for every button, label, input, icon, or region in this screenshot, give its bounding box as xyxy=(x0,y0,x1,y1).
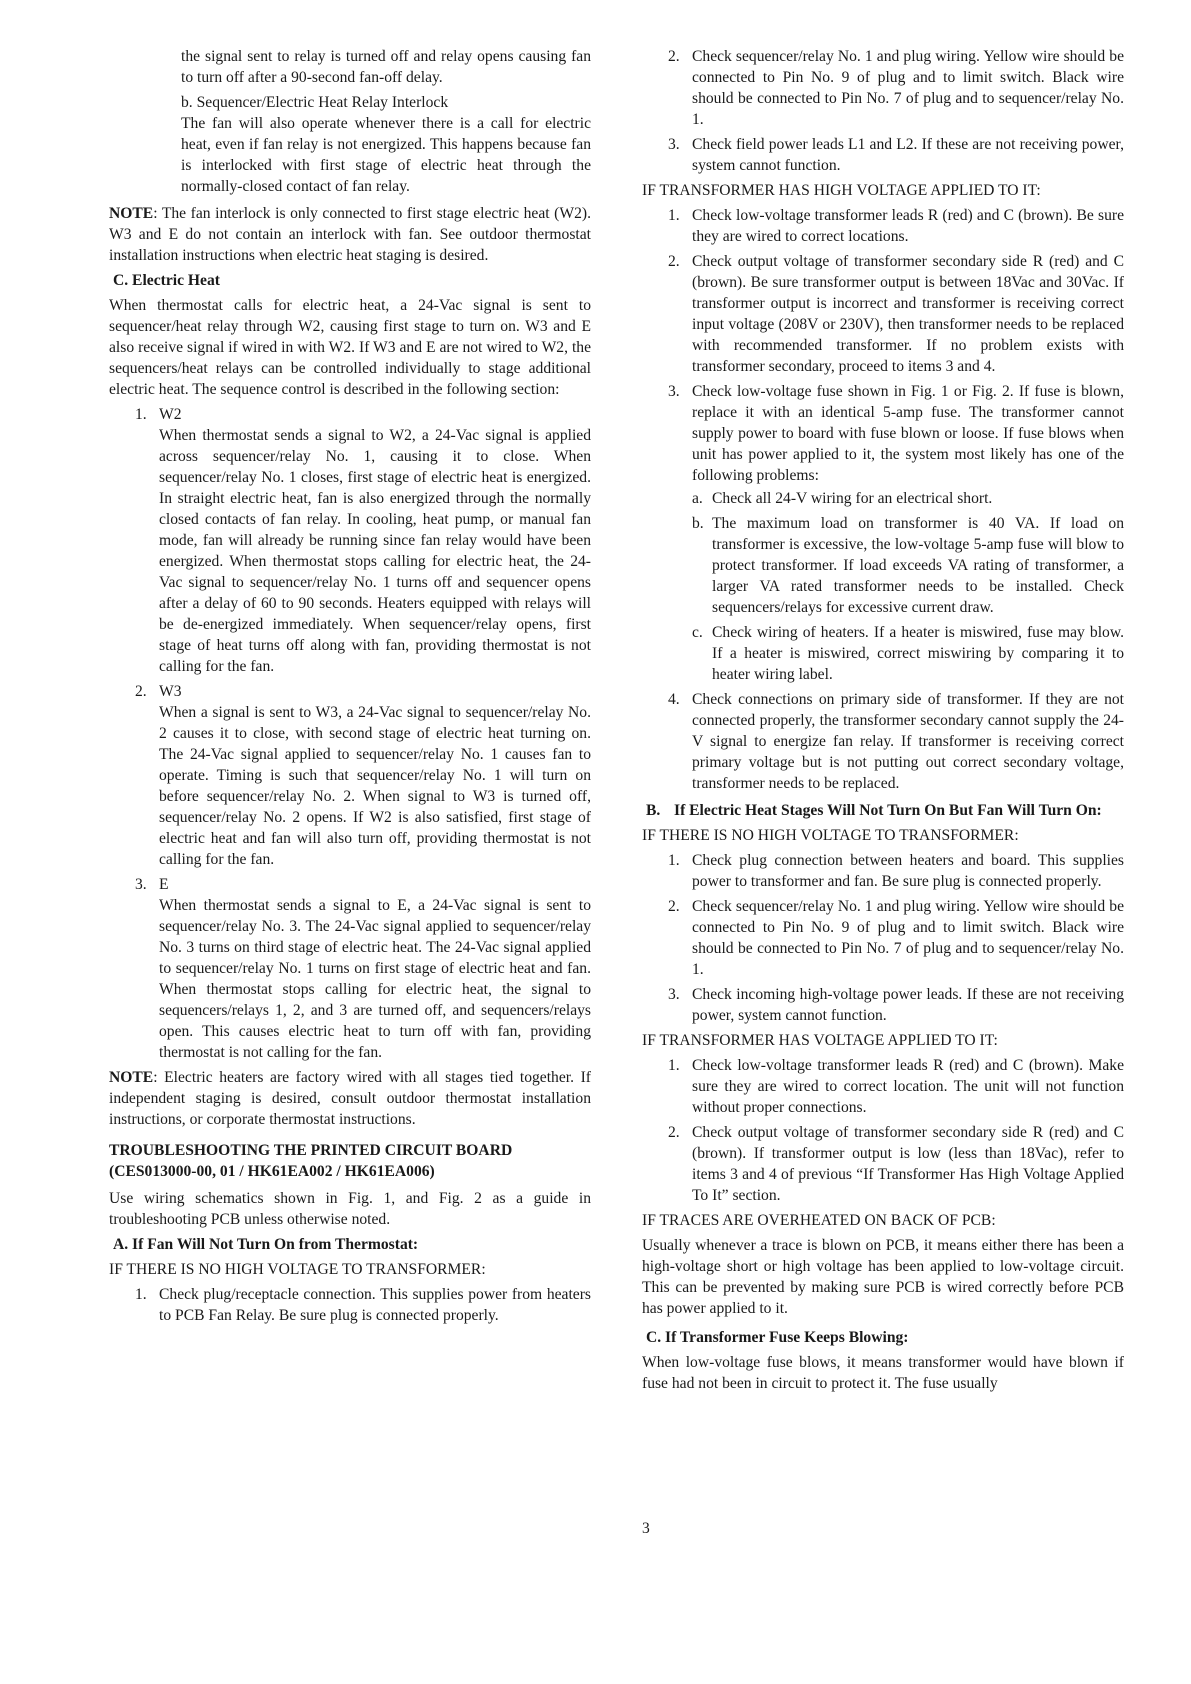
list-item xyxy=(642,205,1124,247)
heading-part-numbers: (CES013000-00, 01 / HK61EA002 / HK61EA006) xyxy=(109,1163,435,1180)
item-text: Check low-voltage transformer leads R (red) and C (brown). Make sure they are wired to correct location. The unit will not function without proper connections. xyxy=(692,1057,1124,1116)
paragraph-wiring-schematics: Use wiring schematics shown in Fig. 1, and Fig. 2 as a guide in troubleshooting PCB unless otherwise noted. xyxy=(109,1190,591,1228)
note-label: NOTE xyxy=(109,1069,154,1086)
item-number: 3. xyxy=(668,136,680,153)
item-number: 3. xyxy=(668,383,680,400)
caps-high-voltage-applied: IF TRANSFORMER HAS HIGH VOLTAGE APPLIED TO IT: xyxy=(642,182,1041,199)
item-letter: a. xyxy=(692,490,703,507)
left-column xyxy=(109,46,591,1330)
item-number: 3. xyxy=(668,986,680,1003)
list-item xyxy=(642,850,1124,892)
list-item xyxy=(642,134,1124,176)
item-number: 3. xyxy=(135,876,147,893)
list-item xyxy=(109,681,591,870)
item-text: Check sequencer/relay No. 1 and plug wiring. Yellow wire should be connected to Pin No. 9 of plug and to limit switch. Black wire should be connected to Pin No. 7 of plug and to sequencer/relay No. 1. xyxy=(692,898,1124,978)
heading-text: If Electric Heat Stages Will Not Turn On But Fan Will Turn On: xyxy=(674,802,1102,819)
subheading-interlock: b. Sequencer/Electric Heat Relay Interlock xyxy=(181,94,449,111)
item-number: 1. xyxy=(135,406,147,423)
list-item xyxy=(642,251,1124,377)
list-item xyxy=(109,1284,591,1326)
item-number: 1. xyxy=(668,207,680,224)
list-item xyxy=(692,488,1124,509)
item-text: Check wiring of heaters. If a heater is miswired, fuse may blow. If a heater is miswired, correct miswiring by comparing it to heater wiring label. xyxy=(712,624,1124,683)
heading-troubleshooting-pcb: TROUBLESHOOTING THE PRINTED CIRCUIT BOARD xyxy=(109,1142,513,1159)
item-number: 2. xyxy=(668,253,680,270)
paragraph-interlock: The fan will also operate whenever there is a call for electric heat, even if fan relay is not energized. This happens because fan is interlocked with first stage of electric heat through the normally-closed contact of fan relay. xyxy=(181,115,591,195)
list-item xyxy=(692,513,1124,618)
paragraph-fan-off-delay: the signal sent to relay is turned off and relay opens causing fan to turn off after a 90-second fan-off delay. xyxy=(181,48,591,86)
item-number: 2. xyxy=(668,1124,680,1141)
item-text: The maximum load on transformer is 40 VA. If load on transformer is excessive, the low-voltage 5-amp fuse will blow to protect transformer. If load exceeds VA rating of transformer, a larger VA rated transformer needs to be installed. Check sequencers/relays for excessive current draw. xyxy=(712,515,1124,616)
item-text: Check incoming high-voltage power leads. If these are not receiving power, system cannot function. xyxy=(692,986,1124,1024)
item-number: 4. xyxy=(668,691,680,708)
item-text: Check output voltage of transformer secondary side R (red) and C (brown). Be sure transformer output is between 18Vac and 30Vac. If transformer output is incorrect and transformer is receiving correct input voltage (208V or 230V), then transformer needs to be replaced with recommended transformer. If no problem exists with transformer secondary, proceed to items 3 and 4. xyxy=(692,253,1124,375)
fuse-problem-list xyxy=(692,488,1124,685)
item-number: 2. xyxy=(668,898,680,915)
heading-fuse-keeps-blowing: C. If Transformer Fuse Keeps Blowing: xyxy=(646,1329,909,1346)
paragraph-fuse-blows: When low-voltage fuse blows, it means transformer would have blown if fuse had not been in circuit to protect it. The fuse usually xyxy=(642,1354,1124,1392)
item-text: Check sequencer/relay No. 1 and plug wiring. Yellow wire should be connected to Pin No. 9 of plug and to limit switch. Black wire should be connected to Pin No. 7 of plug and to sequencer/relay No. 1. xyxy=(692,48,1124,128)
note-text: : The fan interlock is only connected to first stage electric heat (W2). W3 and E do not contain an interlock with fan. See outdoor thermostat installation instructions when electric heat staging is desired. xyxy=(109,205,591,264)
note-text: : Electric heaters are factory wired with all stages tied together. If independent staging is desired, consult outdoor thermostat installation instructions, or corporate thermostat instructions. xyxy=(109,1069,591,1128)
list-item xyxy=(642,46,1124,130)
item-letter: c. xyxy=(692,624,703,641)
check-list-hv xyxy=(642,205,1124,794)
heading-fan-not-on: A. If Fan Will Not Turn On from Thermostat: xyxy=(113,1236,419,1253)
list-item xyxy=(109,404,591,677)
item-title: E xyxy=(159,876,169,893)
item-text: Check connections on primary side of transformer. If they are not connected properly, the transformer secondary cannot supply the 24-V signal to energize fan relay. If transformer is receiving correct primary voltage but is not putting out correct secondary voltage, transformer needs to be replaced. xyxy=(692,691,1124,792)
item-text: Check low-voltage transformer leads R (red) and C (brown). Be sure they are wired to correct locations. xyxy=(692,207,1124,245)
item-number: 2. xyxy=(135,683,147,700)
list-item xyxy=(642,1122,1124,1206)
note-factory-wired xyxy=(109,1067,591,1130)
caps-traces-overheated: IF TRACES ARE OVERHEATED ON BACK OF PCB: xyxy=(642,1212,996,1229)
caps-no-high-voltage-b: IF THERE IS NO HIGH VOLTAGE TO TRANSFORMER: xyxy=(642,827,1019,844)
list-item xyxy=(109,874,591,1063)
item-title: W2 xyxy=(159,406,182,423)
heading-letter: B. xyxy=(646,802,661,819)
item-title: W3 xyxy=(159,683,182,700)
item-text: Check low-voltage fuse shown in Fig. 1 or Fig. 2. If fuse is blown, replace it with an identical 5-amp fuse. The transformer cannot supply power to board with fuse blown or loose. If fuse blows when unit has power applied to it, the system most likely has one of the following problems: xyxy=(692,383,1124,484)
item-letter: b. xyxy=(692,515,704,532)
list-item xyxy=(642,896,1124,980)
item-body: When thermostat sends a signal to W2, a 24-Vac signal is applied across sequencer/relay No. 1, causing it to close. When sequencer/relay No. 1 closes, first stage of electric heat is energized. In straight electric heat, fan is also energized through the normally closed contacts of fan relay. In cooling, heat pump, or manual fan mode, fan will already be running since fan relay would have been energized. When thermostat stops calling for electric heat, the 24-Vac signal to sequencer/relay No. 1 turns off and sequencer opens after a delay of 60 to 90 seconds. Heaters equipped with relays will be de-energized immediately. When sequencer/relay opens, first stage of heat turns off along with fan, providing thermostat is not calling for the fan. xyxy=(159,427,591,675)
caps-voltage-applied: IF TRANSFORMER HAS VOLTAGE APPLIED TO IT: xyxy=(642,1032,998,1049)
item-number: 2. xyxy=(668,48,680,65)
list-item xyxy=(642,1055,1124,1118)
check-list-b xyxy=(642,850,1124,1026)
item-body: When thermostat sends a signal to E, a 24-Vac signal is sent to sequencer/relay No. 3. The 24-Vac signal applied to sequencer/relay No. 3 turns on third stage of electric heat. The 24-Vac signal applied to sequencer/relay No. 1 turns on first stage of electric heat and fan. When thermostat stops calling for electric heat, the signal to sequencers/relays 1, 2, and 3 are turned off, and sequencers/relays open. This causes electric heat to turn off with fan, providing thermostat is not calling for the fan. xyxy=(159,897,591,1061)
check-list-b2 xyxy=(642,1055,1124,1206)
caps-no-high-voltage: IF THERE IS NO HIGH VOLTAGE TO TRANSFORMER: xyxy=(109,1261,486,1278)
item-number: 1. xyxy=(668,852,680,869)
stage-list xyxy=(109,404,591,1063)
note-fan-interlock xyxy=(109,203,591,266)
list-item xyxy=(642,381,1124,685)
list-item xyxy=(642,689,1124,794)
item-text: Check plug/receptacle connection. This supplies power from heaters to PCB Fan Relay. Be sure plug is connected properly. xyxy=(159,1286,591,1324)
paragraph-electric-heat: When thermostat calls for electric heat, a 24-Vac signal is sent to sequencer/heat relay through W2, causing first stage to turn on. W3 and E also receive signal if wired in with W2. If W3 and E are not wired to W2, the sequencers/heat relays can be controlled individually to stage additional electric heat. The sequence control is described in the following section: xyxy=(109,297,591,398)
list-item xyxy=(692,622,1124,685)
item-body: When a signal is sent to W3, a 24-Vac signal to sequencer/relay No. 2 causes it to close, with second stage of electric heat turning on. The 24-Vac signal applied to sequencer/relay No. 1 causes fan to operate. Timing is such that sequencer/relay No. 1 will turn on before sequencer/relay No. 2. When signal to W3 is turned off, sequencer/relay No. 2 opens. If W2 is also satisfied, first stage of electric heat and fan will also turn off, providing thermostat is not calling for the fan. xyxy=(159,704,591,868)
item-number: 1. xyxy=(135,1286,147,1303)
check-list-a-continued xyxy=(642,46,1124,176)
paragraph-traces: Usually whenever a trace is blown on PCB, it means either there has been a high-voltage short or high voltage has been applied to low-voltage circuit. This can be prevented by making sure PCB is wired correctly before PCB has power applied to it. xyxy=(642,1237,1124,1317)
heading-heat-stages-not-on xyxy=(646,800,1124,821)
check-list-a xyxy=(109,1284,591,1326)
note-label: NOTE xyxy=(109,205,154,222)
right-column xyxy=(642,46,1124,1394)
list-item xyxy=(642,984,1124,1026)
item-text: Check output voltage of transformer secondary side R (red) and C (brown). If transformer output is low (less than 18Vac), refer to items 3 and 4 of previous “If Transformer Has High Voltage Applied To It” section. xyxy=(692,1124,1124,1204)
page-number: 3 xyxy=(642,1520,650,1537)
item-number: 1. xyxy=(668,1057,680,1074)
item-text: Check all 24-V wiring for an electrical short. xyxy=(712,490,993,507)
heading-electric-heat: C. Electric Heat xyxy=(113,272,220,289)
item-text: Check field power leads L1 and L2. If these are not receiving power, system cannot function. xyxy=(692,136,1124,174)
item-text: Check plug connection between heaters and board. This supplies power to transformer and fan. Be sure plug is connected properly. xyxy=(692,852,1124,890)
